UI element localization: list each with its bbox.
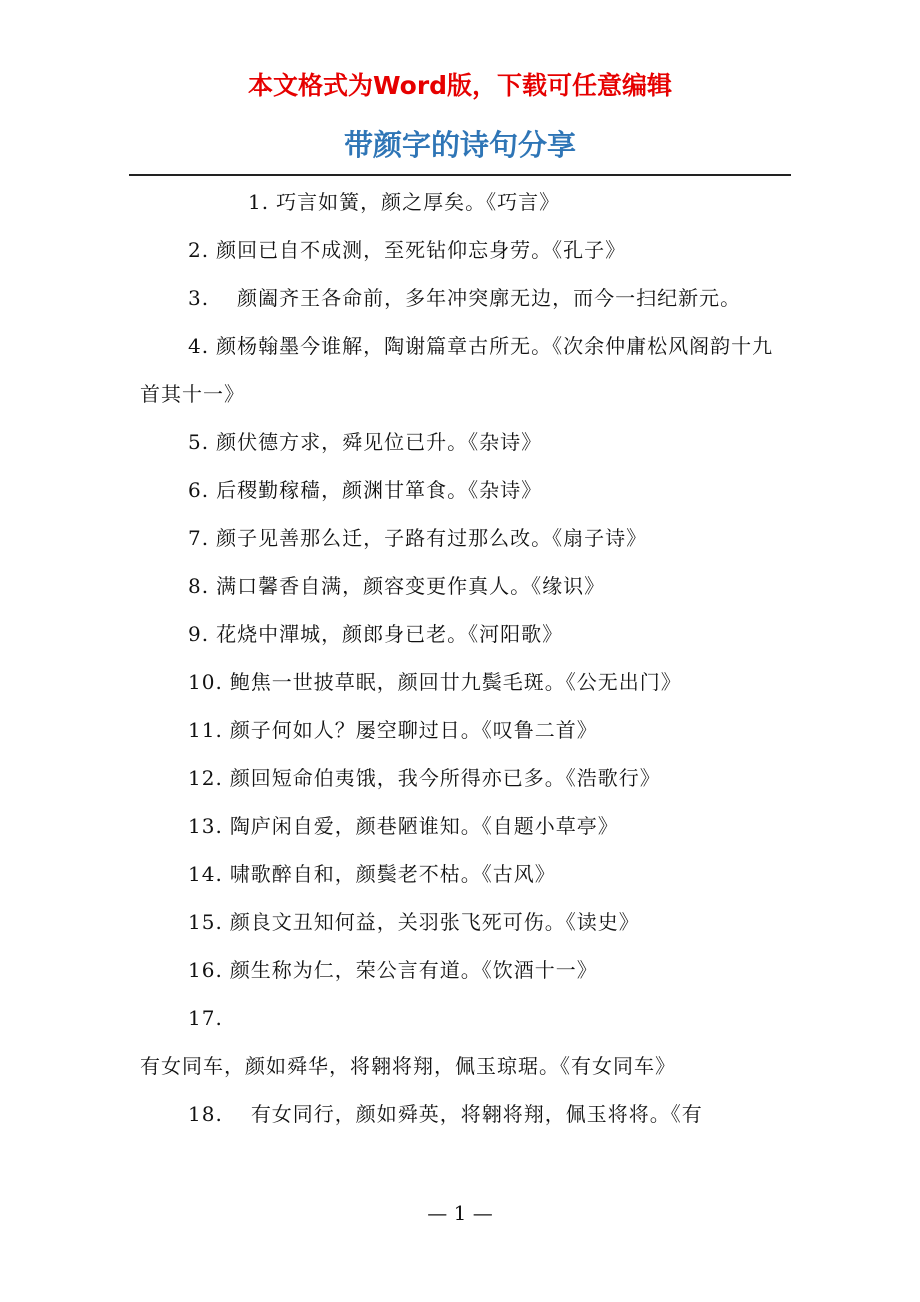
poem-text: 花烧中潬城，颜郎身已老。《河阳歌》 xyxy=(216,622,564,646)
poem-number: 3. xyxy=(188,286,210,310)
poem-line xyxy=(140,274,780,322)
poem-line xyxy=(140,562,780,610)
poem-line xyxy=(140,610,780,658)
poem-text: 巧言如簧，颜之厚矣。《巧言》 xyxy=(276,190,561,214)
format-notice-banner: 本文格式为Word版，下载可任意编辑 xyxy=(247,71,673,100)
poem-text: 颜子何如人？屡空聊过日。《叹鲁二首》 xyxy=(229,718,598,742)
poem-number: 15. xyxy=(188,910,223,934)
poem-line xyxy=(140,1090,780,1138)
poem-list xyxy=(140,178,780,1138)
poem-text: 颜良文丑知何益，关羽张飞死可伤。《读史》 xyxy=(229,910,640,934)
document-title: 带颜字的诗句分享 xyxy=(343,128,576,162)
poem-number: 5. xyxy=(188,430,210,454)
poem-number: 16. xyxy=(188,958,223,982)
poem-text: 陶庐闲自爱，颜巷陋谁知。《自题小草亭》 xyxy=(229,814,619,838)
poem-text: 后稷勤稼穑，颜渊甘箪食。《杂诗》 xyxy=(216,478,543,502)
poem-number: 18. xyxy=(188,1102,223,1126)
poem-line xyxy=(140,946,780,994)
poem-number: 9. xyxy=(188,622,210,646)
title-divider xyxy=(129,174,791,176)
poem-text: 颜阖齐王各命前，多年冲突廓无边，而今一扫纪新元。 xyxy=(237,286,742,310)
poem-number: 4. xyxy=(188,334,210,358)
poem-line xyxy=(140,706,780,754)
poem-text: 颜伏德方求，舜见位已升。《杂诗》 xyxy=(216,430,543,454)
poem-number: 1. xyxy=(248,190,270,214)
poem-number: 10. xyxy=(188,670,223,694)
poem-text: 颜杨翰墨今谁解，陶谢篇章古所无。《次余仲庸松风阁韵十九首其十一》 xyxy=(140,334,774,406)
poem-line xyxy=(140,466,780,514)
poem-text: 鲍焦一世披草眠，颜回廿九鬓毛斑。《公无出门》 xyxy=(229,670,682,694)
poem-line xyxy=(140,514,780,562)
poem-line xyxy=(140,994,780,1090)
poem-line xyxy=(140,754,780,802)
poem-line xyxy=(140,226,780,274)
poem-text: 颜回已自不成测，至死钻仰忘身劳。《孔子》 xyxy=(216,238,627,262)
poem-number: 12. xyxy=(188,766,223,790)
poem-line xyxy=(140,850,780,898)
poem-number: 11. xyxy=(188,718,223,742)
poem-line xyxy=(140,322,780,418)
poem-text: 满口馨香自满，颜容变更作真人。《缘识》 xyxy=(216,574,606,598)
poem-text: 颜回短命伯夷饿，我今所得亦已多。《浩歌行》 xyxy=(229,766,661,790)
poem-number: 13. xyxy=(188,814,223,838)
poem-text: 啸歌醉自和，颜鬓老不枯。《古风》 xyxy=(229,862,556,886)
poem-line xyxy=(140,418,780,466)
poem-number: 6. xyxy=(188,478,210,502)
poem-number: 17. xyxy=(188,1006,223,1030)
poem-text: 颜生称为仁，荣公言有道。《饮酒十一》 xyxy=(229,958,598,982)
poem-number: 14. xyxy=(188,862,223,886)
poem-line xyxy=(140,658,780,706)
poem-number: 2. xyxy=(188,238,210,262)
poem-line xyxy=(140,898,780,946)
poem-line xyxy=(140,802,780,850)
poem-line xyxy=(140,178,780,226)
page-number: — 1 — xyxy=(427,1201,493,1225)
poem-number: 7. xyxy=(188,526,210,550)
poem-number: 8. xyxy=(188,574,210,598)
poem-text: 有女同车，颜如舜华，将翱将翔，佩玉琼琚。《有女同车》 xyxy=(140,1054,676,1078)
poem-text: 颜子见善那么迁，子路有过那么改。《扇子诗》 xyxy=(216,526,648,550)
poem-text: 有女同行，颜如舜英，将翱将翔，佩玉将将。《有 xyxy=(250,1102,703,1126)
